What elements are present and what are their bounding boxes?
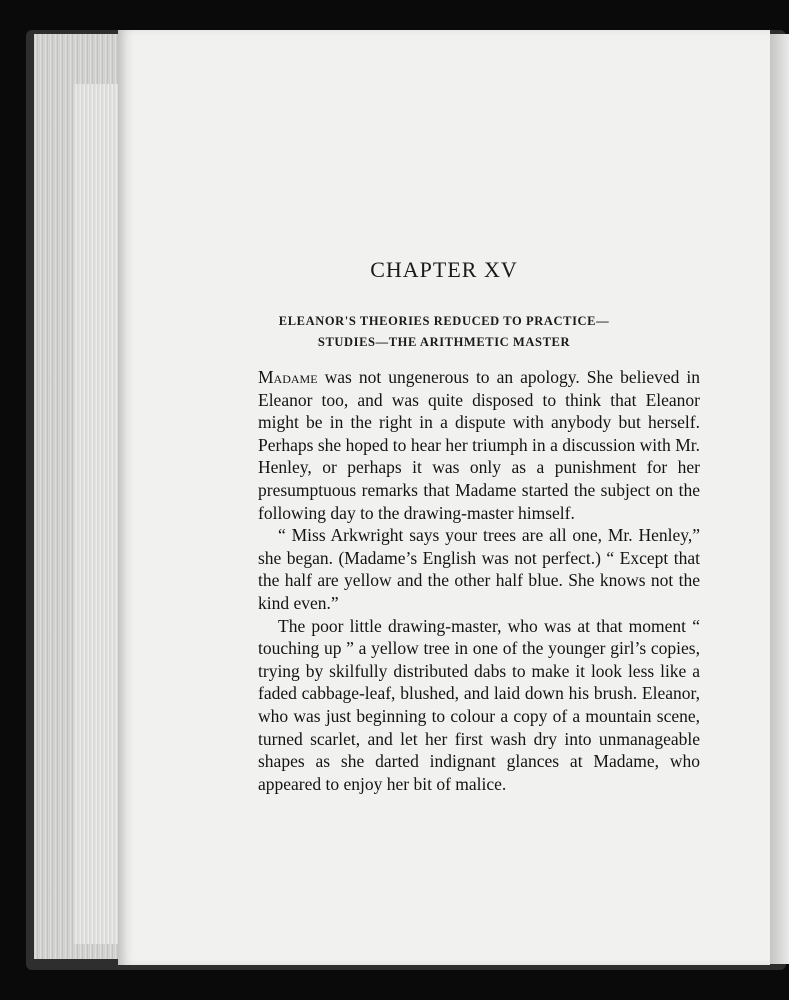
chapter-subtitle [118, 311, 770, 353]
paragraph: The poor little drawing-master, who was at that moment “ touching up ” a yellow tree in one of the younger girl’s copies, trying by skilfully distributed dabs to make it look less like a faded cabbage-leaf, blushed, and laid down his brush. Eleanor, who was just beginning to colour a copy of a mountain scene, turned scarlet, and let her first wash dry into unmanageable shapes as she darted indignant glances at Madame, who appeared to enjoy her bit of malice. [258, 615, 700, 794]
chapter-subtitle-line: STUDIES—THE ARITHMETIC MASTER [317, 335, 571, 349]
chapter-body [258, 366, 700, 795]
paragraph [258, 366, 700, 524]
paragraph-text: was not ungenerous to an apology. She believed in Eleanor too, and was quite disposed to think that Eleanor might be in the right in a dispute with anybody but herself. Perhaps she hoped to hear her triumph in a discussion with Mr. Henley, or perhaps it was only as a punishment for her presumptuous remarks that Madame started the subject on the following day to the drawing-master himself. [258, 367, 700, 523]
chapter-subtitle-line: ELEANOR'S THEORIES REDUCED TO PRACTICE— [278, 314, 610, 328]
paragraph-lead-word: Madame [258, 367, 318, 387]
paragraph: “ Miss Arkwright says your trees are all one, Mr. Henley,” she began. (Madame’s English was not perfect.) “ Except that the half are yellow and the other half blue. She knows not the kind even.” [258, 525, 700, 613]
chapter-title: CHAPTER XV [370, 257, 518, 282]
